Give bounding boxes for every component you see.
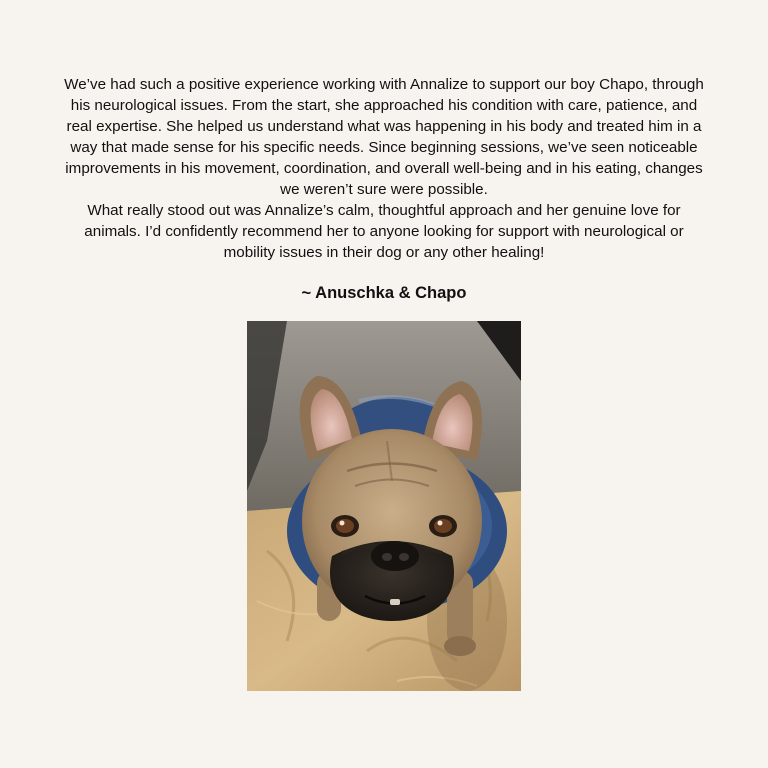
testimonial-text bbox=[60, 74, 708, 263]
testimonial-paragraph-2: What really stood out was Annalize’s calm, thoughtful approach and her genuine love for animals. I’d confidently recommend her to anyone looking for support with neurological or mobility issues in their dog or any other healing! bbox=[84, 202, 684, 261]
testimonial-signature: ~ Anuschka & Chapo bbox=[301, 284, 467, 302]
testimonial-paragraph-1: We’ve had such a positive experience working with Annalize to support our boy Chapo, through his neurological issues. From the start, she approached his condition with care, patience, and real expertise. She helped us understand what was happening in his body and treated him in a way that made sense for his specific needs. Since beginning sessions, we’ve seen noticeable improvements in his movement, coordination, and overall well-being and in his eating, changes we weren’t sure were possible. bbox=[64, 76, 704, 198]
dog-photo bbox=[247, 321, 521, 691]
